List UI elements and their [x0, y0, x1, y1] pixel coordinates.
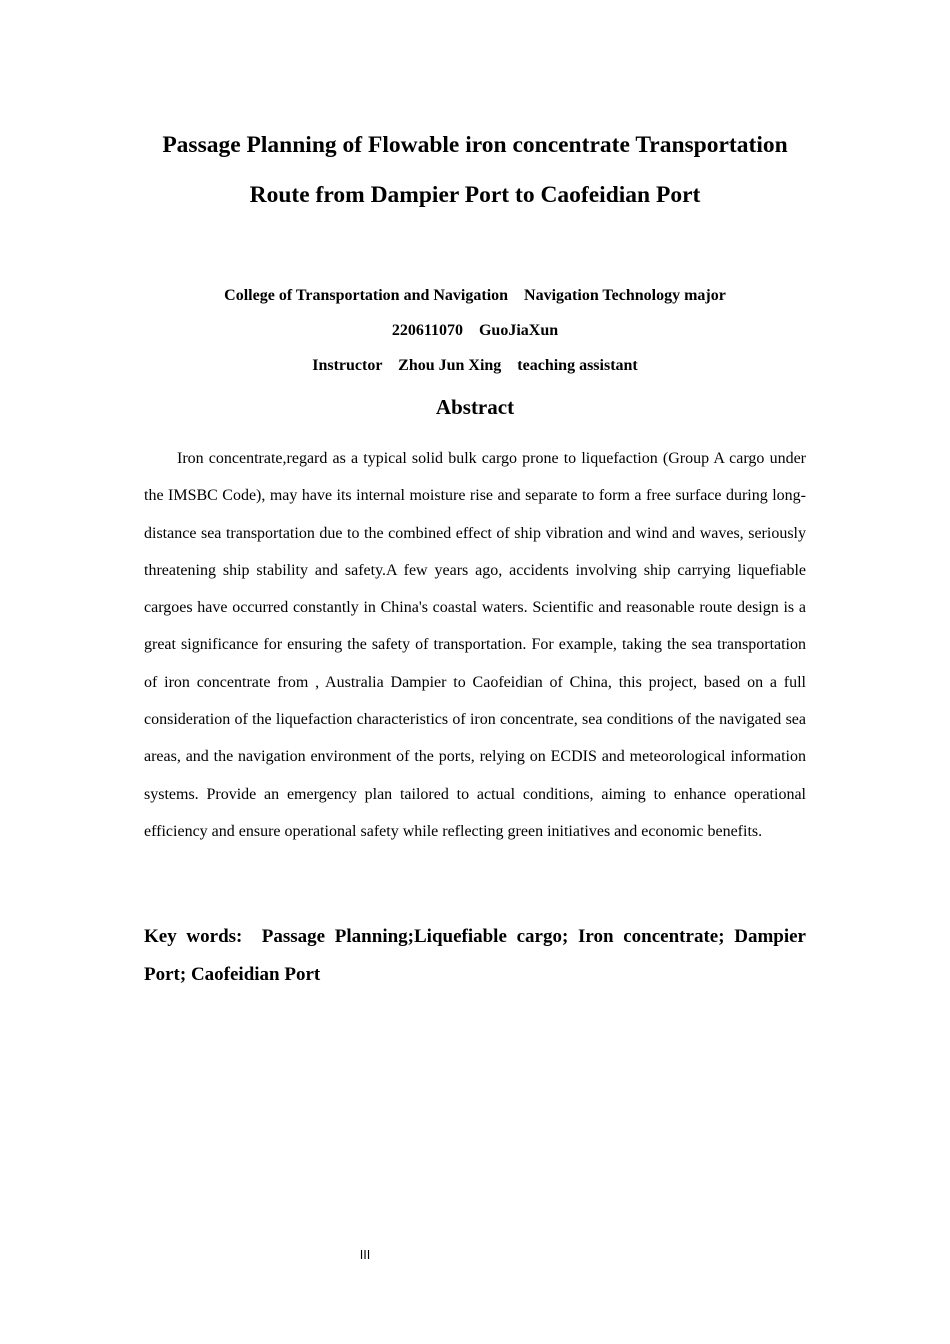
- keywords-label: Key words:: [144, 926, 262, 947]
- page-number: III: [359, 1248, 371, 1262]
- title-line-2: Route from Dampier Port to Caofeidian Port: [249, 182, 701, 208]
- title-line-1: Passage Planning of Flowable iron concentrate Transportation: [162, 132, 788, 158]
- abstract-heading: Abstract: [435, 395, 515, 419]
- keywords: [144, 918, 806, 994]
- document-title: [100, 120, 850, 220]
- instructor-info: Instructor Zhou Jun Xing teaching assistant: [312, 357, 638, 374]
- affiliation: College of Transportation and Navigation Navigation Technology major: [224, 287, 726, 304]
- keywords-text: Passage Planning;Liquefiable cargo; Iron concentrate; Dampier Port; Caofeidian Port: [144, 926, 806, 985]
- abstract-body: Iron concentrate,regard as a typical solid bulk cargo prone to liquefaction (Group A cargo under the IMSBC Code), may have its internal moisture rise and separate to form a free surface during long-distance sea transportation due to the combined effect of ship vibration and wind and waves, seriously threatening ship stability and safety.A few years ago, accidents involving ship carrying liquefiable cargoes have occurred constantly in China's coastal waters. Scientific and reasonable route design is a great significance for ensuring the safety of transportation. For example, taking the sea transportation of iron concentrate from , Australia Dampier to Caofeidian of China, this project, based on a full consideration of the liquefaction characteristics of iron concentrate, sea conditions of the navigated sea areas, and the navigation environment of the ports, relying on ECDIS and meteorological information systems. Provide an emergency plan tailored to actual conditions, aiming to enhance operational efficiency and ensure operational safety while reflecting green initiatives and economic benefits.: [144, 450, 806, 840]
- author-block: [100, 278, 850, 383]
- student-info: 220611070 GuoJiaXun: [391, 322, 559, 339]
